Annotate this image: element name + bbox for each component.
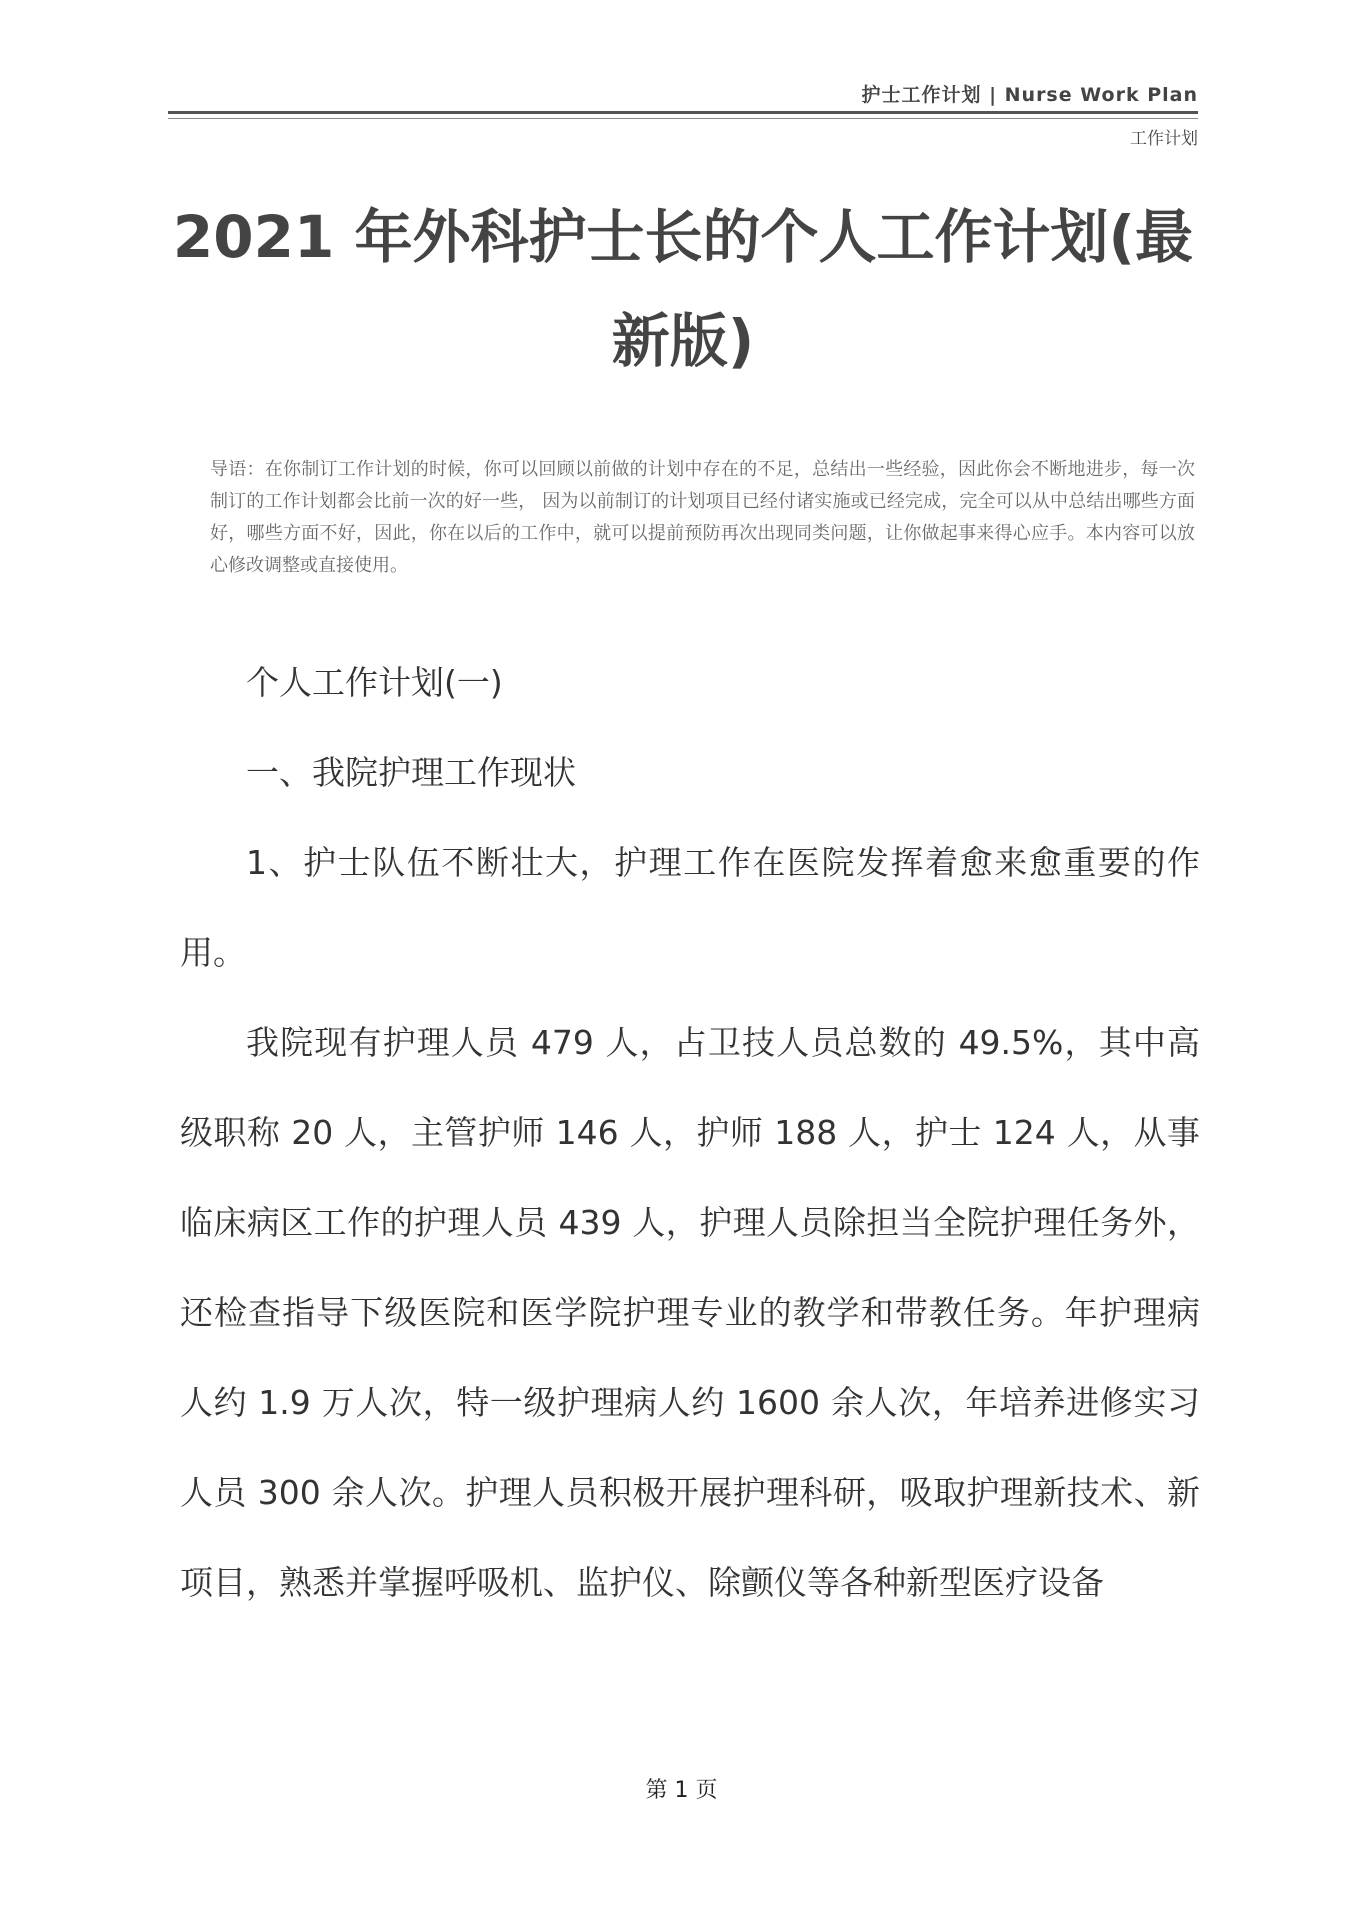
document-title-line-2: 新版) <box>611 307 755 375</box>
section-heading-plan-1: 个人工作计划(一) <box>246 663 503 702</box>
section-heading-status: 一、我院护理工作现状 <box>246 753 576 792</box>
page-number: 第 1 页 <box>645 1778 718 1803</box>
document-title <box>168 185 1198 393</box>
document-title-line-1: 2021 年外科护士长的个人工作计划(最 <box>172 203 1194 271</box>
header-title: 护士工作计划 | Nurse Work Plan <box>861 84 1198 106</box>
header-subtitle: 工作计划 <box>1130 129 1198 149</box>
lead-paragraph: 导语：在你制订工作计划的时候，你可以回顾以前做的计划中存在的不足，总结出一些经验，因此你会不断地进步，每一次制订的工作计划都会比前一次的好一些， 因为以前制订的计划项目已经付诸实施或已经完成，完全可以从中总结出哪些方面好，哪些方面不好，因此，你在以后的工作中，就可以提前预防再次出现同类问题，让你做起事来得心应手。本内容可以放心修改调整或直接使用。 <box>210 459 1195 576</box>
body-paragraph: 我院现有护理人员 479 人，占卫技人员总数的 49.5%，其中高级职称 20 人，主管护师 146 人，护师 188 人，护士 124 人，从事临床病区工作的护理人员 439 人，护理人员除担当全院护理任务外，还检查指导下级医院和医学院护理专业的教学和带教任务。年护理病人约 1.9 万人次，特一级护理病人约 1600 余人次，年培养进修实习人员 300 余人次。护理人员积极开展护理科研，吸取护理新技术、新项目，熟悉并掌握呼吸机、监护仪、除颤仪等各种新型医疗设备 <box>180 1023 1200 1602</box>
header-divider-thick <box>168 111 1198 114</box>
body-paragraph: 1、护士队伍不断壮大，护理工作在医院发挥着愈来愈重要的作用。 <box>180 843 1200 972</box>
document-body <box>180 638 1200 1628</box>
header-divider-thin <box>168 118 1198 119</box>
